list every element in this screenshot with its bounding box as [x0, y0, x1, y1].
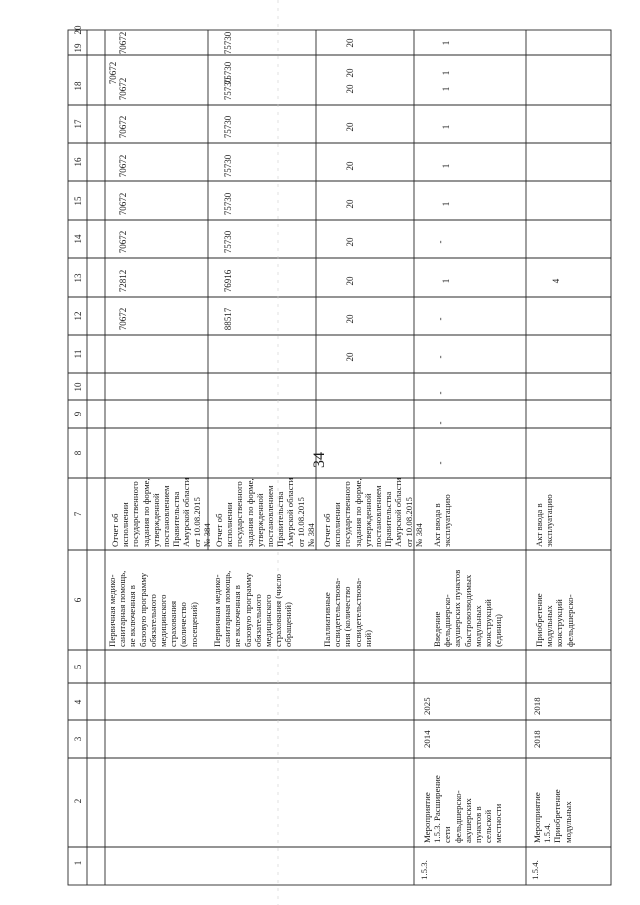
- indicator-basis: Акт ввода в эксплуатацию: [534, 494, 555, 547]
- value-cell: -: [435, 461, 445, 465]
- value-cell: 20: [345, 352, 355, 362]
- indicator-basis: Акт ввода в эксплуатацию: [432, 494, 453, 547]
- row-code: 1.5.3.: [419, 860, 429, 880]
- value-cell: 1: [441, 278, 451, 284]
- column-number: 20: [73, 25, 83, 35]
- page-number: 34: [311, 452, 328, 468]
- indicator-basis: Отчет об исполнении государственного задания по форме, утвержденной постановлением Правительства Амурской области от 10.08.2015 № 384: [214, 477, 316, 547]
- value-cell: 20: [345, 276, 355, 286]
- value-cell: 75730: [223, 61, 233, 85]
- event-name: Мероприятие 1.5.4. Приобретение модульных: [532, 789, 573, 843]
- value-cell: 75730: [223, 230, 233, 254]
- value-cell: 75730: [223, 31, 233, 55]
- value-cell: -: [435, 421, 445, 425]
- value-cell: 88517: [223, 307, 233, 331]
- value-cell: 75730: [223, 115, 233, 139]
- value-cell: 20: [345, 199, 355, 209]
- indicator-name: Первичная медико- санитарная помощь, не включенная в базовую программу обязательного медицинского страхования (число обращений): [212, 570, 294, 647]
- value-cell: -: [435, 317, 445, 321]
- row-code: 1.5.4.: [530, 860, 540, 880]
- value-cell: 70672: [118, 192, 128, 216]
- year-end: 2025: [422, 697, 432, 715]
- year-start: 2014: [422, 730, 432, 748]
- indicator-name: Первичная медико- санитарная помощь, не включенная в базовую программу обязательного медицинского страхования (количество посещений): [107, 570, 199, 647]
- indicator-name: Введение фельдшерско- акушерских пунктов быстровозводимых модульных конструкций (единиц): [432, 569, 504, 647]
- column-number: 6: [73, 597, 83, 603]
- column-number: 14: [73, 234, 83, 244]
- column-number: 18: [73, 81, 83, 91]
- column-number: 9: [73, 411, 83, 417]
- column-number: 2: [73, 798, 83, 804]
- indicator-name: Приобретение модульных конструкций фельдшерско-: [534, 593, 575, 647]
- event-name: Мероприятие 1.5.3. Расширение сети фельдшерско- акушерских пунктов в сельской местности: [422, 775, 504, 843]
- column-number: 10: [73, 382, 83, 392]
- value-cell: 20: [345, 237, 355, 247]
- column-number: 17: [73, 119, 83, 129]
- value-cell: 1: [441, 124, 451, 130]
- column-number: 7: [73, 511, 83, 517]
- value-cell: 1: [441, 201, 451, 207]
- column-number: 12: [73, 311, 83, 321]
- value-cell: 70672: [118, 154, 128, 178]
- value-cell: -: [435, 240, 445, 244]
- value-cell: 20: [345, 84, 355, 94]
- value-cell: 70672: [118, 307, 128, 331]
- column-number: 1: [73, 860, 83, 866]
- column-number: 19: [73, 43, 83, 53]
- indicator-basis: Отчет об исполнении государственного задания по форме, утвержденной постановлением Правительства Амурской области от 10.08.2015 № 384: [322, 477, 424, 547]
- column-number: 13: [73, 273, 83, 283]
- value-cell: 1: [441, 70, 451, 76]
- value-cell: 70672: [118, 115, 128, 139]
- column-number: 4: [73, 699, 83, 705]
- value-cell: 72812: [118, 269, 128, 293]
- value-cell: 1: [441, 40, 451, 46]
- year-start: 2018: [532, 730, 542, 748]
- column-number: 11: [73, 349, 83, 359]
- value-cell: 4: [551, 278, 561, 284]
- indicator-basis: Отчет об исполнении государственного задания по форме, утвержденной постановлением Правительства Амурской области от 10.08.2015 № 384: [110, 477, 212, 547]
- value-cell: -: [435, 355, 445, 359]
- value-cell: 20: [345, 314, 355, 324]
- value-cell: 70672: [118, 31, 128, 55]
- value-cell: -: [435, 391, 445, 395]
- value-cell: 1: [441, 163, 451, 169]
- value-cell: 70672: [118, 77, 128, 101]
- value-cell: 75730: [223, 192, 233, 216]
- value-cell: 75730: [223, 77, 233, 101]
- column-number: 16: [73, 157, 83, 167]
- value-cell: 75730: [223, 154, 233, 178]
- value-cell: 70672: [118, 230, 128, 254]
- column-number: 5: [73, 664, 83, 670]
- column-number: 15: [73, 196, 83, 206]
- value-cell: 20: [345, 122, 355, 132]
- value-cell: 20: [345, 161, 355, 171]
- indicator-name: Паллиативные освидетельствова- ния (количество освидетельствова- ний): [322, 577, 373, 647]
- value-cell: 70672: [108, 61, 118, 85]
- year-end: 2018: [532, 697, 542, 715]
- value-cell: 20: [345, 68, 355, 78]
- value-cell: 76916: [223, 269, 233, 293]
- column-number: 3: [73, 736, 83, 742]
- value-cell: 1: [441, 86, 451, 92]
- column-number: 8: [73, 450, 83, 456]
- value-cell: 20: [345, 38, 355, 48]
